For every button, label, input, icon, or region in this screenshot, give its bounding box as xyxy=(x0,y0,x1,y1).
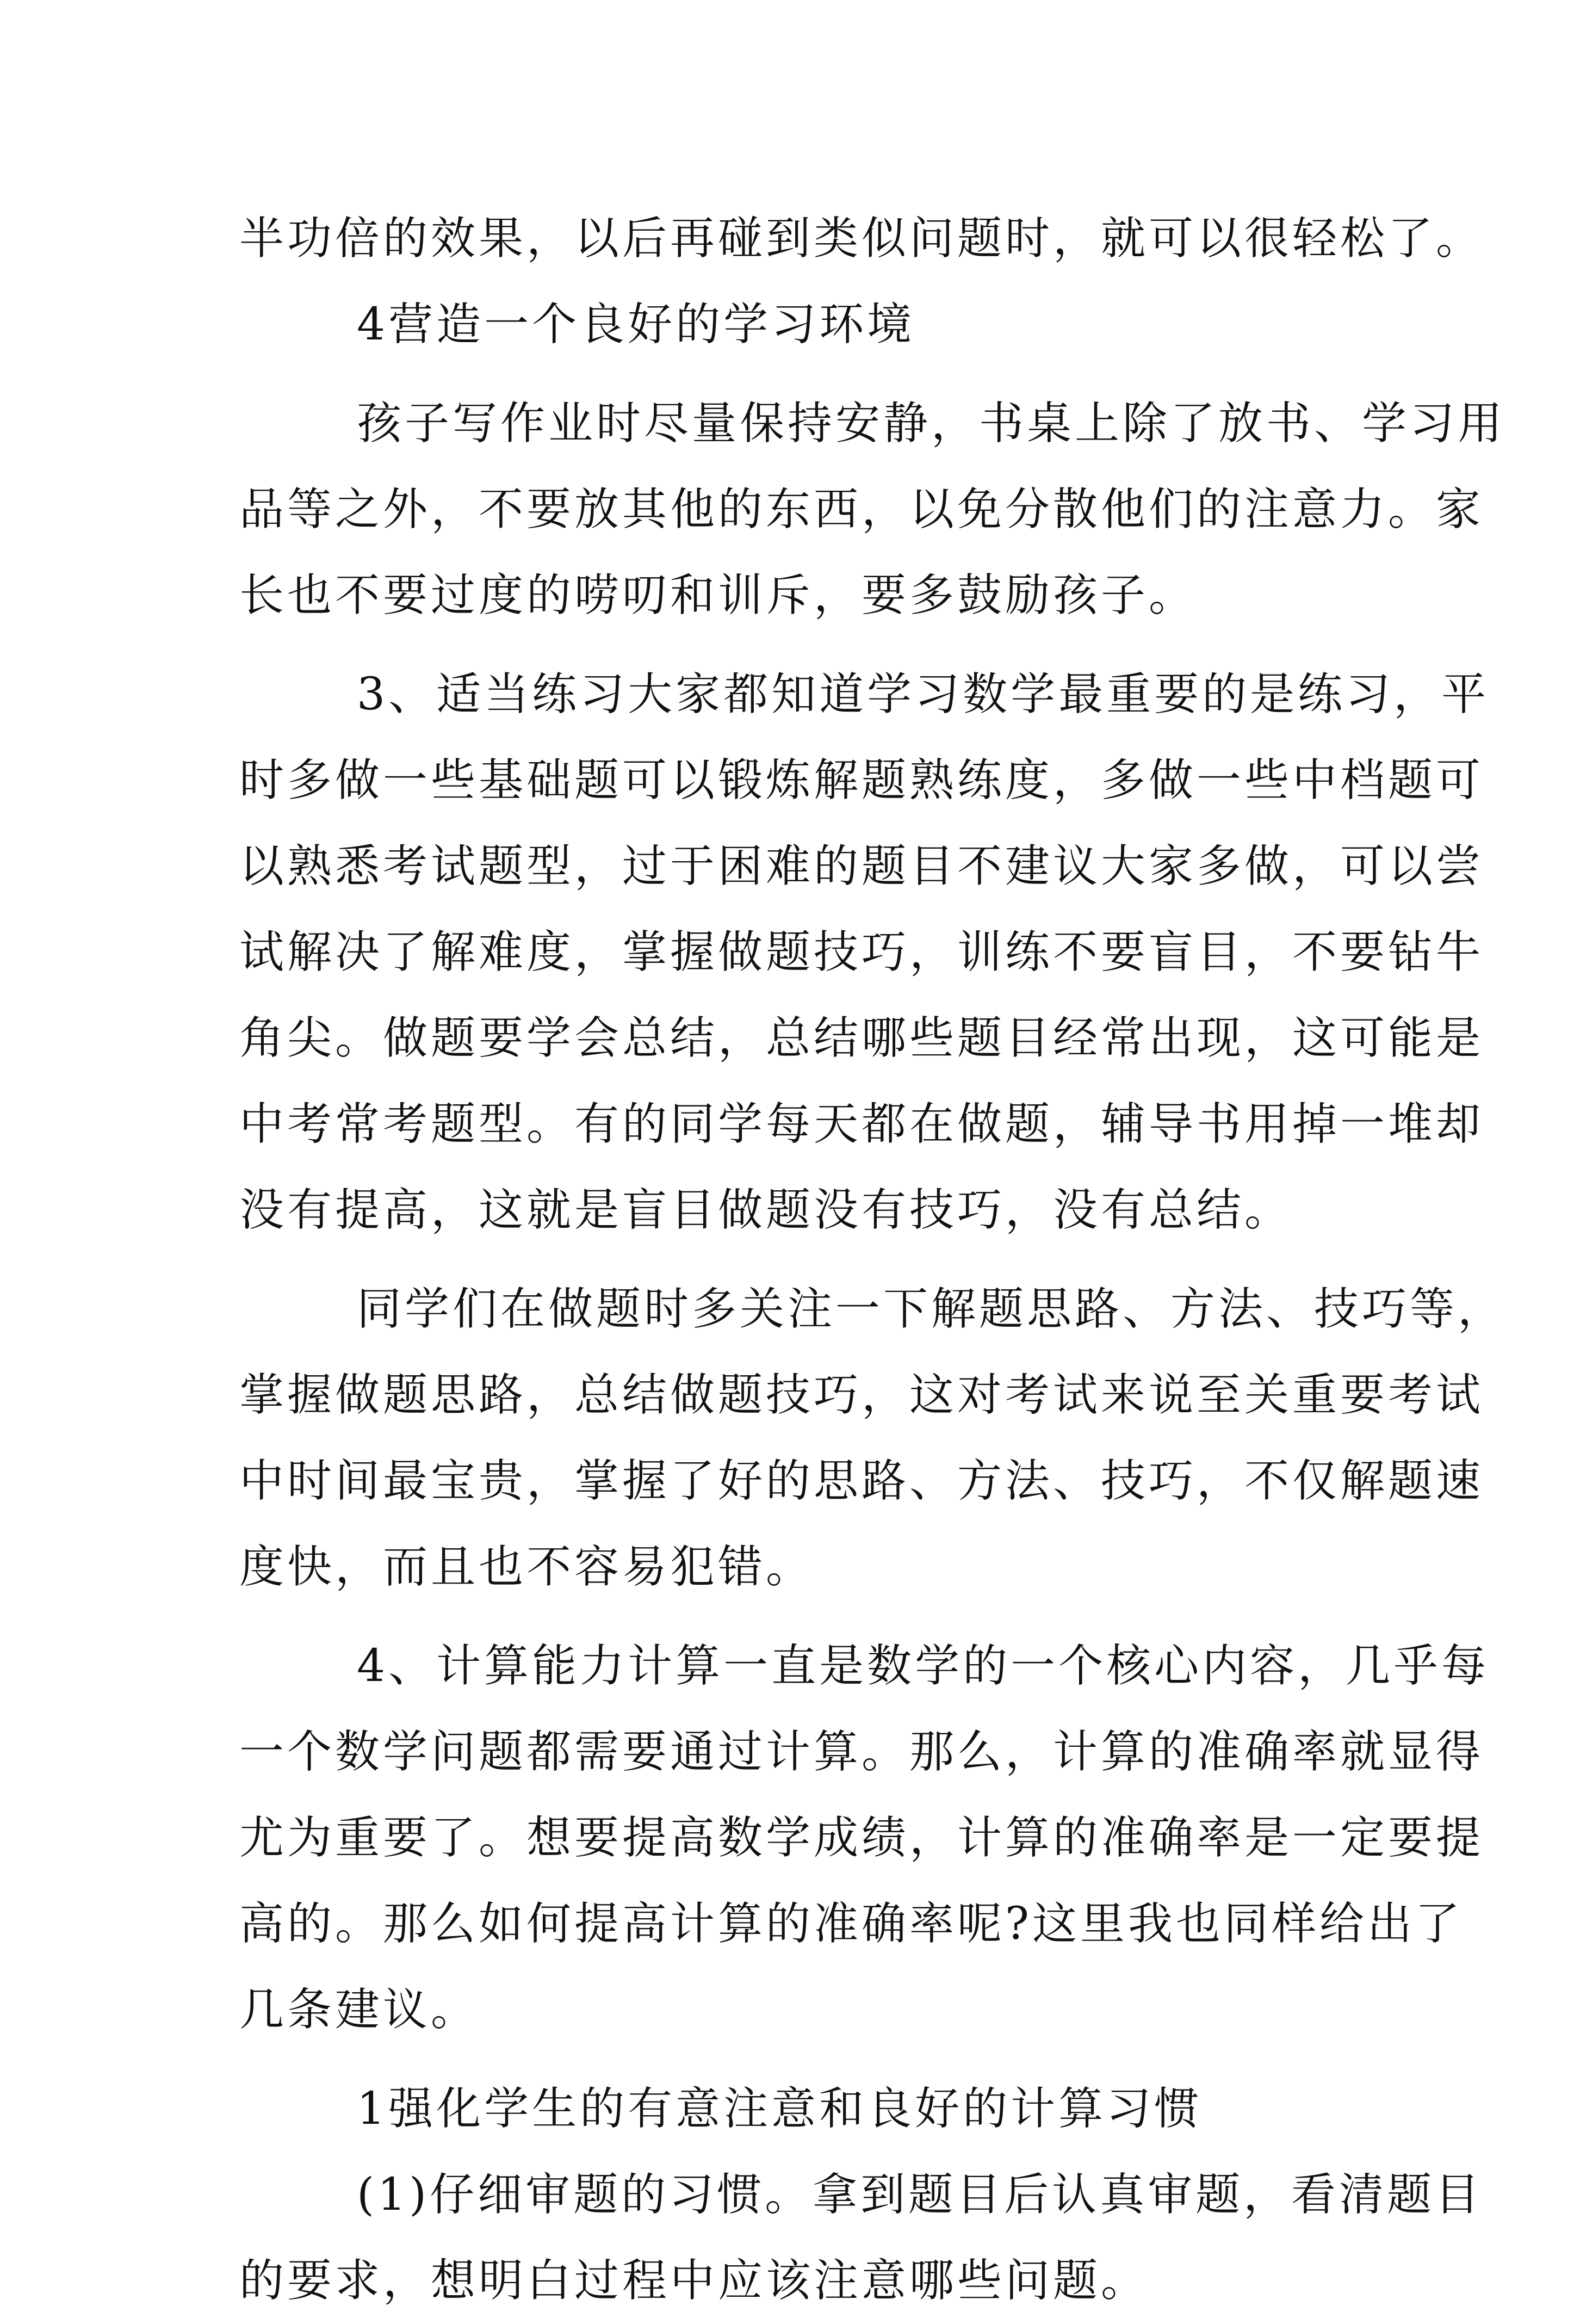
paragraph-line: 4、计算能力计算一直是数学的一个核心内容，几乎每 xyxy=(357,1640,1490,1692)
text-line: 度快，而且也不容易犯错。 xyxy=(239,1541,814,1593)
paragraph-line: 同学们在做题时多关注一下解题思路、方法、技巧等， xyxy=(357,1283,1506,1335)
section-heading: 4营造一个良好的学习环境 xyxy=(357,299,915,350)
text-line: 长也不要过度的唠叨和训斥，要多鼓励孩子。 xyxy=(239,570,1197,621)
section-heading: 1强化学生的有意注意和良好的计算习惯 xyxy=(357,2083,1203,2135)
text-line: 尤为重要了。想要提高数学成绩，计算的准确率是一定要提 xyxy=(239,1812,1484,1864)
text-line: 中考常考题型。有的同学每天都在做题，辅导书用掉一堆却 xyxy=(239,1098,1484,1150)
text-line: 高的。那么如何提高计算的准确率呢?这里我也同样给出了 xyxy=(239,1898,1463,1950)
text-line: 中时间最宝贵，掌握了好的思路、方法、技巧，不仅解题速 xyxy=(239,1455,1484,1507)
document-body xyxy=(239,196,1506,2324)
text-line: 一个数学问题都需要通过计算。那么，计算的准确率就显得 xyxy=(239,1726,1484,1778)
text-line: 掌握做题思路，总结做题技巧，这对考试来说至关重要考试 xyxy=(239,1369,1484,1421)
text-line: 试解决了解难度，掌握做题技巧，训练不要盲目，不要钻牛 xyxy=(239,926,1484,978)
text-line: 没有提高，这就是盲目做题没有技巧，没有总结。 xyxy=(239,1184,1293,1236)
paragraph-line: 3、适当练习大家都知道学习数学最重要的是练习，平 xyxy=(357,669,1490,720)
text-line: 品等之外，不要放其他的东西，以免分散他们的注意力。家 xyxy=(239,484,1484,535)
text-line: 时多做一些基础题可以锻炼解题熟练度，多做一些中档题可 xyxy=(239,755,1484,806)
text-line: 角尖。做题要学会总结，总结哪些题目经常出现，这可能是 xyxy=(239,1012,1484,1064)
paragraph-line: (1)仔细审题的习惯。拿到题目后认真审题，看清题目 xyxy=(357,2169,1483,2221)
text-line: 以熟悉考试题型，过于困难的题目不建议大家多做，可以尝 xyxy=(239,840,1484,892)
text-line: 几条建议。 xyxy=(239,1984,479,2036)
text-line: 半功倍的效果，以后再碰到类似问题时，就可以很轻松了。 xyxy=(239,213,1484,264)
text-line: 的要求，想明白过程中应该注意哪些问题。 xyxy=(239,2255,1149,2307)
paragraph-line: 孩子写作业时尽量保持安静，书桌上除了放书、学习用 xyxy=(357,398,1506,449)
